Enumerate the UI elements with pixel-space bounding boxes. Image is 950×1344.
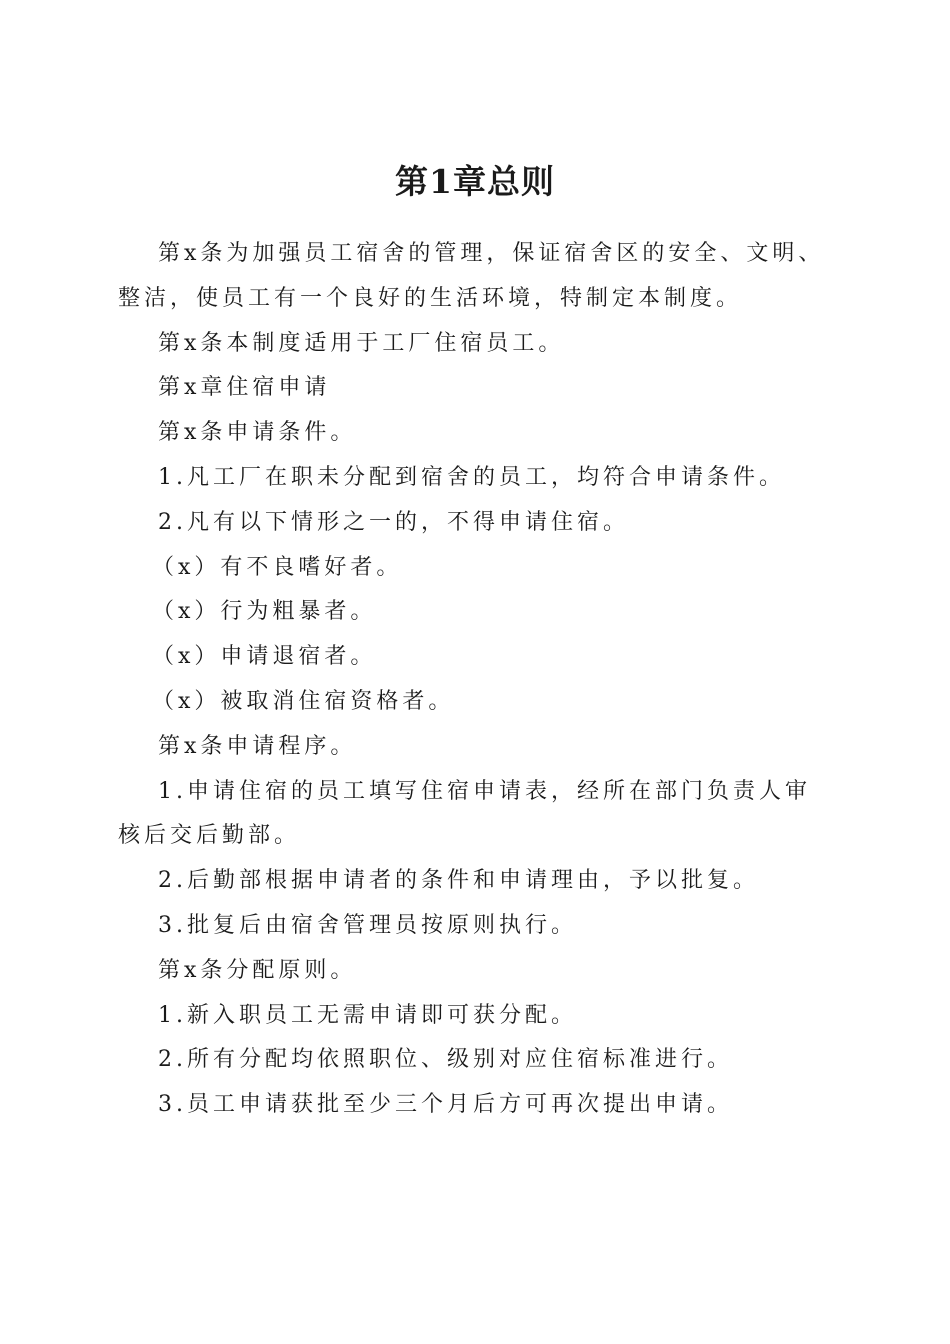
list-item-procedure-2: 2.后勤部根据申请者的条件和申请理由，予以批复。	[158, 868, 759, 894]
paragraph-purpose: 第x条为加强员工宿舍的管理，保证宿舍区的安全、文明、整洁，使员工有一个良好的生活环境，特制定本制度。	[118, 241, 825, 311]
list-item-procedure-1: 1.申请住宿的员工填写住宿申请表，经所在部门负责人审核后交后勤部。	[118, 778, 811, 849]
paragraph-allocation: 第x条分配原则。	[158, 957, 357, 983]
paragraph-conditions: 第x条申请条件。	[158, 420, 357, 446]
document-body	[118, 232, 830, 1128]
sub-item-rude-behavior: （x）行为粗暴者。	[152, 599, 377, 625]
list-item-allocation-1: 1.新入职员工无需申请即可获分配。	[158, 1002, 577, 1028]
sub-item-checkout: （x）申请退宿者。	[152, 644, 377, 670]
sub-item-disqualified: （x）被取消住宿资格者。	[152, 688, 455, 714]
paragraph-procedure: 第x条申请程序。	[158, 733, 357, 759]
chapter-title: 第1章总则	[395, 162, 555, 202]
list-item-procedure-3: 3.批复后由宿舍管理员按原则执行。	[158, 912, 577, 938]
section-heading-application: 第x章住宿申请	[158, 375, 331, 401]
paragraph-scope: 第x条本制度适用于工厂住宿员工。	[158, 330, 565, 356]
sub-item-bad-habits: （x）有不良嗜好者。	[152, 554, 403, 580]
list-item-allocation-2: 2.所有分配均依照职位、级别对应住宿标准进行。	[158, 1047, 733, 1073]
list-item-allocation-3: 3.员工申请获批至少三个月后方可再次提出申请。	[158, 1092, 733, 1118]
list-item-eligible: 1.凡工厂在职未分配到宿舍的员工，均符合申请条件。	[158, 464, 785, 490]
list-item-ineligible: 2.凡有以下情形之一的，不得申请住宿。	[158, 509, 629, 535]
